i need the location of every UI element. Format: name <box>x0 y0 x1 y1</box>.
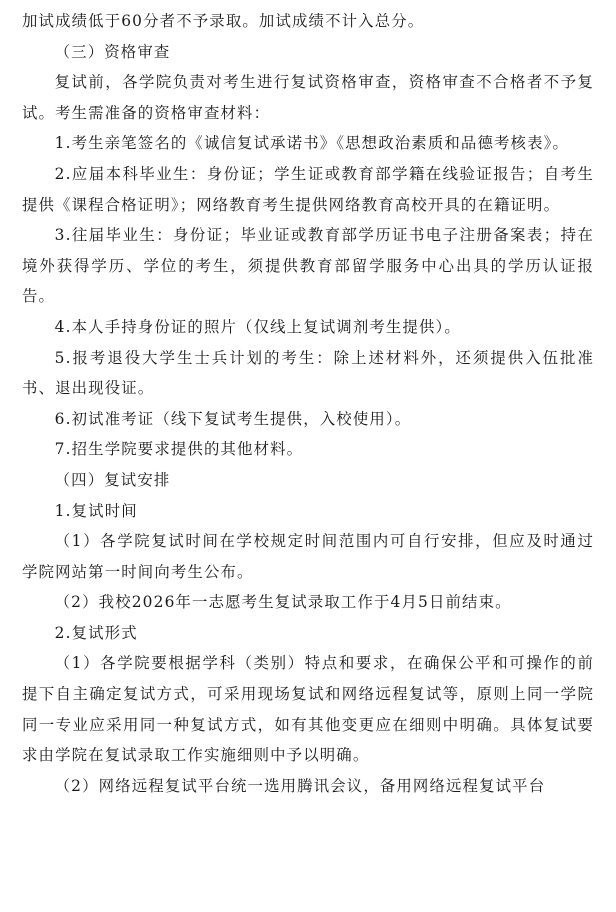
list-item-material-3: 3.往届毕业生：身份证；毕业证或教育部学历证书电子注册备案表；持在境外获得学历、学位的考生，须提供教育部留学服务中心出具的学历认证报告。 <box>22 226 594 306</box>
list-item-material-5: 5.报考退役大学生士兵计划的考生：除上述材料外，还须提供入伍批准书、退出现役证。 <box>22 348 594 398</box>
section-heading-qualification-review: （三）资格审查 <box>54 42 171 61</box>
paragraph-retest-time-2: （2）我校2026年一志愿考生复试录取工作于4月5日前结束。 <box>54 593 512 612</box>
list-item-material-4: 4.本人手持身份证的照片（仅线上复试调剂考生提供）。 <box>54 317 461 336</box>
paragraph-retest-format-1: （1）各学院要根据学科（类别）特点和要求，在确保公平和可操作的前提下自主确定复试方式，可采用现场复试和网络远程复试等，原则上同一学院同一专业应采用同一种复试方式，如有其他变更应在细则中明确。具体复试要求由学院在复试录取工作实施细则中予以明确。 <box>22 654 594 765</box>
paragraph-retest-format-2: （2）网络远程复试平台统一选用腾讯会议，备用网络远程复试平台 <box>54 776 546 795</box>
subheading-retest-format: 2.复试形式 <box>54 623 138 642</box>
list-item-material-7: 7.招生学院要求提供的其他材料。 <box>54 440 304 459</box>
paragraph-bonus-exam-rule: 加试成绩低于60分者不予录取。加试成绩不计入总分。 <box>22 12 425 30</box>
subheading-retest-time: 1.复试时间 <box>54 501 138 520</box>
section-heading-retest-arrangement: （四）复试安排 <box>54 470 171 489</box>
list-item-material-2: 2.应届本科毕业生：身份证；学生证或教育部学籍在线验证报告；自考生提供《课程合格证明》；网络教育考生提供网络教育高校开具的在籍证明。 <box>22 164 594 214</box>
paragraph-retest-time-1: （1）各学院复试时间在学校规定时间范围内可自行安排，但应及时通过学院网站第一时间向考生公布。 <box>22 532 594 581</box>
paragraph-review-intro: 复试前，各学院负责对考生进行复试资格审查，资格审查不合格者不予复试。考生需准备的资格审查材料： <box>22 73 594 122</box>
list-item-material-1: 1.考生亲笔签名的《诚信复试承诺书》《思想政治素质和品德考核表》。 <box>54 134 569 153</box>
list-item-material-6: 6.初试准考证（线下复试考生提供，入校使用）。 <box>54 409 412 428</box>
